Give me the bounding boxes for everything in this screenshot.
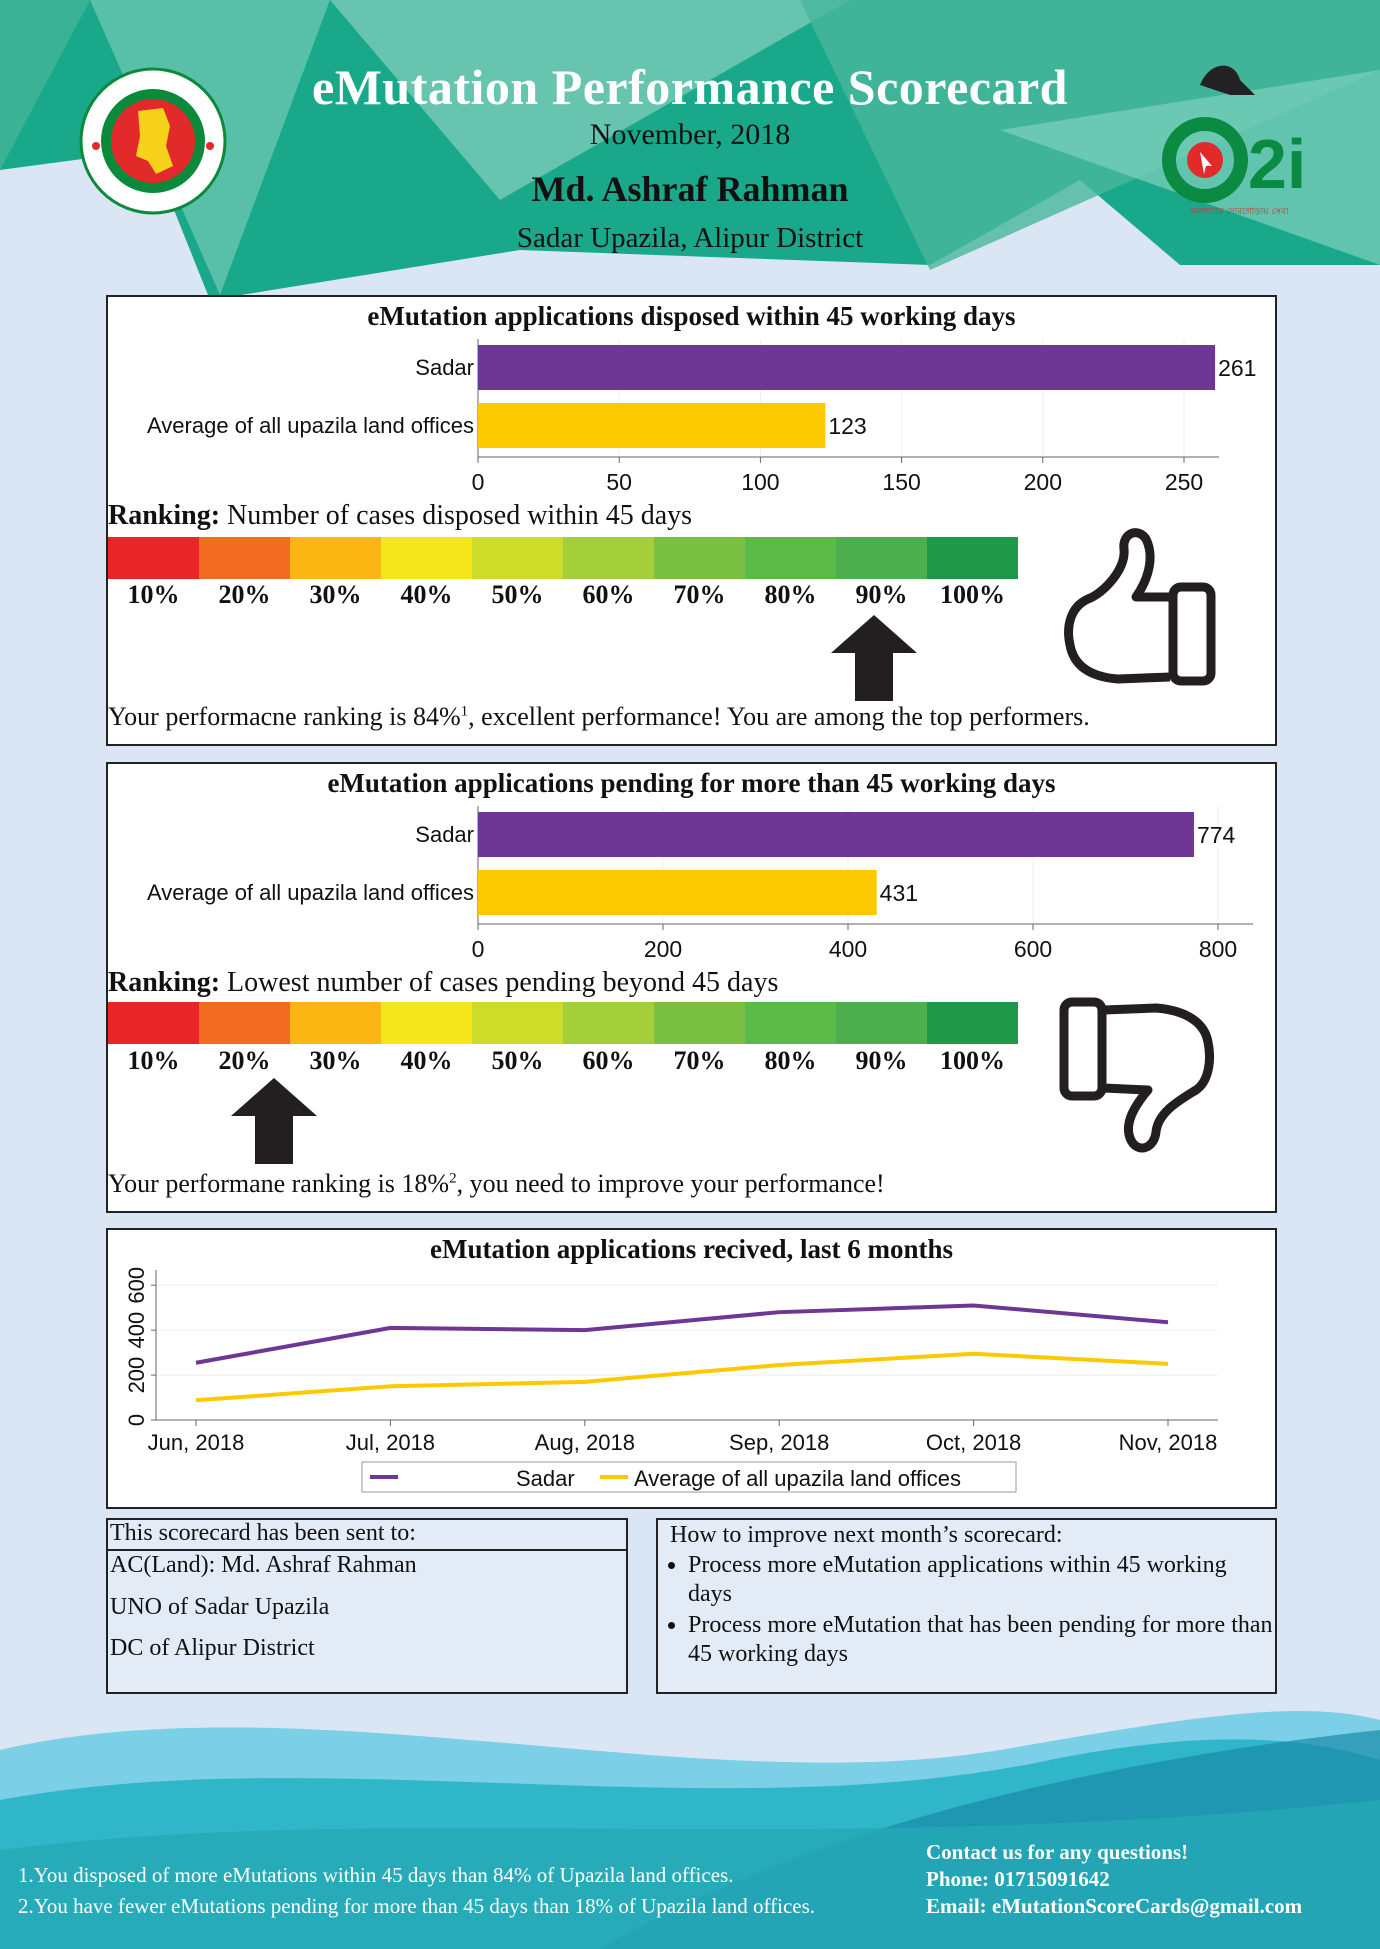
sent-to-line: DC of Alipur District — [110, 1635, 315, 1661]
ranking-segment — [836, 537, 927, 579]
ranking-segment — [745, 1002, 836, 1044]
document-title: eMutation Performance Scorecard — [312, 59, 1068, 115]
improvement-tip: • Process more eMutation that has been pending for more than 45 working days — [688, 1611, 1275, 1669]
series-line — [196, 1354, 1168, 1400]
sent-to-heading: This scorecard has been sent to: — [110, 1520, 416, 1546]
legend-label: Average of all upazila land offices — [634, 1466, 961, 1491]
ranking-percent-label: 80% — [764, 1046, 817, 1075]
pending-bar-chart — [108, 764, 1275, 964]
ranking-percent-label: 90% — [855, 580, 908, 609]
pending-chart-title: eMutation applications pending for more than 45 working days — [327, 768, 1056, 798]
pending-performance-text: Your performane ranking is 18%$^2$, you need to improve your performance! — [108, 1169, 885, 1198]
ranking-segment — [563, 1002, 654, 1044]
received-panel — [106, 1228, 1277, 1509]
category-label: Sadar — [415, 355, 474, 380]
ranking-percent-label: 50% — [491, 580, 544, 609]
x-tick-label: 50 — [606, 469, 632, 495]
disposed-ranking-heading: Ranking: Number of cases disposed within 45 days — [108, 500, 693, 531]
sent-to-line: UNO of Sadar Upazila — [110, 1594, 330, 1620]
sent-to-line: AC(Land): Md. Ashraf Rahman — [110, 1552, 417, 1578]
ranking-segment — [654, 1002, 745, 1044]
footnote-1: 1.You disposed of more eMutations within 45 days than 84% of Upazila land offices. — [18, 1863, 734, 1887]
data-label: 261 — [1218, 355, 1257, 381]
x-tick-label: 200 — [1023, 469, 1062, 495]
ranking-percent-label: 30% — [309, 580, 362, 609]
received-chart-title: eMutation applications recived, last 6 months — [429, 1234, 953, 1264]
x-tick-label: 150 — [882, 469, 921, 495]
data-label: 123 — [828, 413, 867, 439]
ranking-percent-label: 50% — [491, 1046, 544, 1075]
ranking-percent-label: 70% — [673, 1046, 726, 1075]
up-arrow-icon — [831, 615, 917, 701]
ranking-percent-label: 10% — [127, 1046, 180, 1075]
up-arrow-icon — [231, 1078, 317, 1164]
a2i-tagline: জনগণের দোরগোড়ায় সেবা — [1190, 207, 1289, 217]
data-label: 431 — [879, 880, 919, 906]
x-tick-label: 0 — [471, 469, 485, 495]
disposed-performance-text: Your performacne ranking is 84%$^1$, excellent performance! You are among the top performers. — [108, 702, 1090, 731]
series-line — [196, 1305, 1168, 1362]
thumbs-up-icon — [1058, 527, 1228, 697]
ranking-percent-label: 30% — [309, 1046, 362, 1075]
ranking-segment — [199, 537, 290, 579]
contact-email: Email: eMutationScoreCards@gmail.com — [926, 1894, 1303, 1918]
received-line-chart — [108, 1230, 1275, 1507]
x-tick-label: Oct, 2018 — [925, 1430, 1022, 1455]
thumbs-down-icon — [1058, 992, 1228, 1162]
contact-phone: Phone: 01715091642 — [926, 1867, 1110, 1891]
x-tick-label: 200 — [643, 936, 683, 962]
y-tick-label: 0 — [124, 1413, 149, 1427]
disposed-panel — [106, 295, 1277, 746]
ranking-percent-label: 100% — [940, 1046, 1005, 1075]
ranking-percent-label: 40% — [400, 1046, 453, 1075]
bar — [478, 403, 825, 448]
ranking-percent-label: 100% — [940, 580, 1005, 609]
officer-name: Md. Ashraf Rahman — [531, 169, 849, 209]
x-tick-label: Nov, 2018 — [1118, 1430, 1218, 1455]
x-tick-label: Jul, 2018 — [345, 1430, 436, 1455]
ranking-percent-label: 80% — [764, 580, 817, 609]
ranking-percent-label: 70% — [673, 580, 726, 609]
ranking-segment — [472, 1002, 563, 1044]
pending-panel — [106, 762, 1277, 1213]
disposed-ranking-scale — [108, 537, 1018, 579]
office-location: Sadar Upazila, Alipur District — [516, 222, 864, 254]
disposed-chart-title: eMutation applications disposed within 45 working days — [367, 301, 1016, 331]
ranking-segment — [108, 1002, 199, 1044]
pending-ranking-heading: Ranking: Lowest number of cases pending beyond 45 days — [108, 967, 779, 998]
ranking-segment — [654, 537, 745, 579]
disposed-bar-chart — [108, 297, 1275, 497]
x-tick-label: Aug, 2018 — [534, 1430, 635, 1455]
category-label: Average of all upazila land offices — [147, 880, 474, 905]
improvement-tip: • Process more eMutation applications within 45 working days — [688, 1551, 1275, 1609]
pending-ranking-labels — [108, 1046, 1018, 1078]
ranking-percent-label: 20% — [218, 580, 271, 609]
ranking-percent-label: 60% — [582, 1046, 635, 1075]
ranking-segment — [108, 537, 199, 579]
ranking-segment — [290, 1002, 381, 1044]
ranking-percent-label: 20% — [218, 1046, 271, 1075]
data-label: 774 — [1196, 822, 1236, 848]
pending-ranking-scale — [108, 1002, 1018, 1044]
ranking-percent-label: 60% — [582, 580, 635, 609]
x-tick-label: 800 — [1198, 936, 1238, 962]
x-tick-label: 400 — [828, 936, 868, 962]
disposed-ranking-labels — [108, 580, 1018, 612]
ranking-percent-label: 10% — [127, 580, 180, 609]
ranking-segment — [199, 1002, 290, 1044]
ranking-segment — [745, 537, 836, 579]
category-label: Sadar — [415, 822, 474, 847]
ranking-segment — [563, 537, 654, 579]
category-label: Average of all upazila land offices — [147, 413, 474, 438]
svg-text:2i: 2i — [1248, 125, 1307, 203]
legend-label: Sadar — [516, 1466, 575, 1491]
ranking-segment — [381, 1002, 472, 1044]
bar — [478, 345, 1215, 390]
x-tick-label: 250 — [1164, 469, 1204, 495]
y-tick-label: 600 — [124, 1266, 149, 1304]
ranking-percent-label: 90% — [855, 1046, 908, 1075]
ranking-percent-label: 40% — [400, 580, 453, 609]
x-tick-label: Jun, 2018 — [147, 1430, 245, 1455]
improvement-tips-heading: How to improve next month’s scorecard: — [670, 1522, 1063, 1548]
ranking-segment — [927, 1002, 1018, 1044]
report-month: November, 2018 — [589, 118, 791, 151]
ranking-segment — [290, 537, 381, 579]
ranking-segment — [927, 537, 1018, 579]
y-tick-label: 200 — [124, 1356, 149, 1394]
ranking-segment — [381, 537, 472, 579]
ranking-segment — [472, 537, 563, 579]
contact-heading: Contact us for any questions! — [926, 1840, 1189, 1864]
x-tick-label: 600 — [1013, 936, 1053, 962]
ranking-segment — [836, 1002, 927, 1044]
bar — [478, 870, 877, 915]
x-tick-label: Sep, 2018 — [729, 1430, 830, 1455]
footnote-2: 2.You have fewer eMutations pending for more than 45 days than 18% of Upazila land offices. — [18, 1894, 816, 1918]
y-tick-label: 400 — [124, 1311, 149, 1349]
sent-to-box — [106, 1518, 628, 1694]
bar — [478, 812, 1194, 857]
x-tick-label: 100 — [741, 469, 780, 495]
x-tick-label: 0 — [471, 936, 485, 962]
improvement-tips-box — [656, 1518, 1277, 1694]
